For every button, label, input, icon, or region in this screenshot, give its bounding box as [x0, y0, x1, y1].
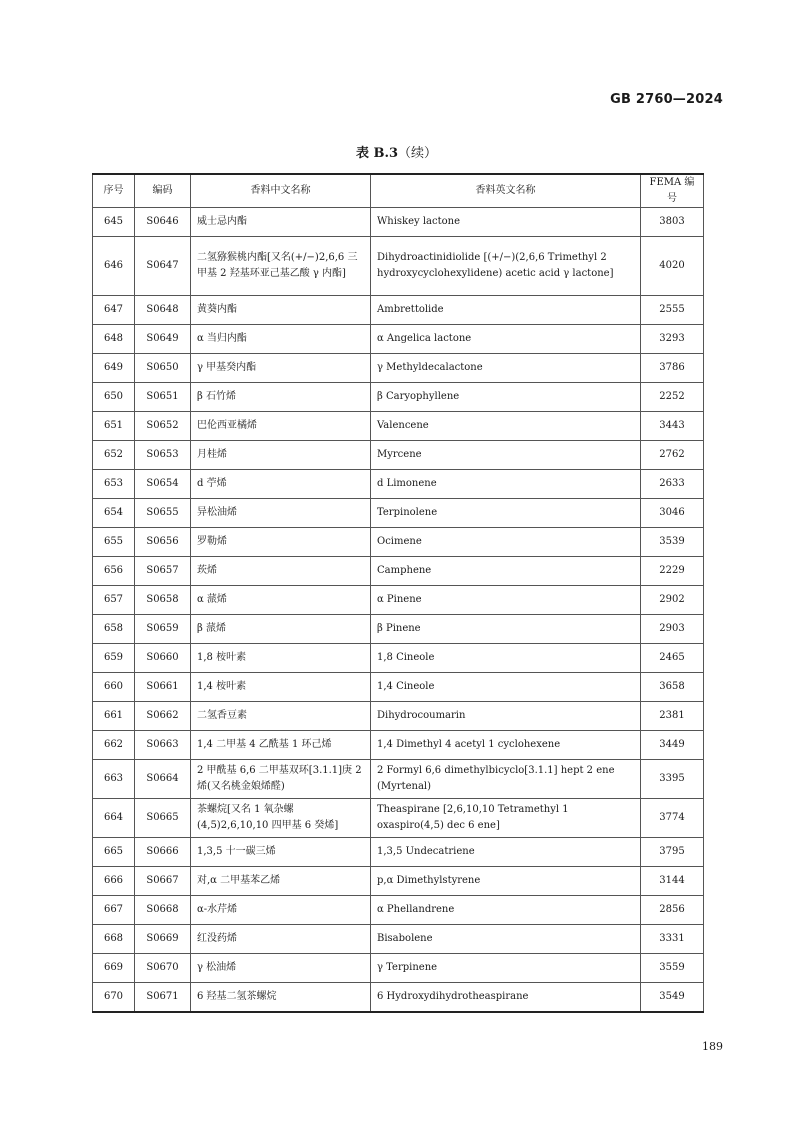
table-row [93, 615, 704, 644]
cell-code: S0661 [135, 673, 191, 702]
cell-english-name: Dihydroactinidiolide [(+/−)(2,6,6 Trimethyl 2 hydroxycyclohexylidene) acetic acid γ lactone] [371, 237, 641, 296]
cell-code: S0647 [135, 237, 191, 296]
cell-english-name: Dihydrocoumarin [371, 702, 641, 731]
cell-serial: 666 [93, 867, 135, 896]
cell-fema: 3549 [641, 983, 704, 1013]
cell-code: S0663 [135, 731, 191, 760]
cell-chinese-name: 1,8 桉叶素 [191, 644, 371, 673]
cell-fema: 3449 [641, 731, 704, 760]
cell-english-name: 6 Hydroxydihydrotheaspirane [371, 983, 641, 1013]
cell-code: S0656 [135, 528, 191, 557]
cell-code: S0649 [135, 325, 191, 354]
cell-english-name: 1,8 Cineole [371, 644, 641, 673]
cell-chinese-name: 莰烯 [191, 557, 371, 586]
cell-code: S0660 [135, 644, 191, 673]
cell-english-name: p,α Dimethylstyrene [371, 867, 641, 896]
cell-fema: 3774 [641, 799, 704, 838]
cell-fema: 3795 [641, 838, 704, 867]
cell-serial: 664 [93, 799, 135, 838]
cell-serial: 661 [93, 702, 135, 731]
cell-chinese-name: 2 甲酰基 6,6 二甲基双环[3.1.1]庚 2 烯(又名桃金娘烯醛) [191, 760, 371, 799]
cell-serial: 652 [93, 441, 135, 470]
cell-fema: 3395 [641, 760, 704, 799]
cell-code: S0651 [135, 383, 191, 412]
cell-code: S0654 [135, 470, 191, 499]
cell-chinese-name: 对,α 二甲基苯乙烯 [191, 867, 371, 896]
cell-serial: 659 [93, 644, 135, 673]
cell-english-name: 1,3,5 Undecatriene [371, 838, 641, 867]
cell-chinese-name: 红没药烯 [191, 925, 371, 954]
cell-english-name: Myrcene [371, 441, 641, 470]
table-row [93, 586, 704, 615]
cell-english-name: d Limonene [371, 470, 641, 499]
cell-code: S0662 [135, 702, 191, 731]
cell-serial: 663 [93, 760, 135, 799]
cell-serial: 648 [93, 325, 135, 354]
cell-serial: 646 [93, 237, 135, 296]
cell-english-name: Valencene [371, 412, 641, 441]
cell-english-name: Terpinolene [371, 499, 641, 528]
cell-fema: 2762 [641, 441, 704, 470]
table-row [93, 673, 704, 702]
cell-code: S0658 [135, 586, 191, 615]
cell-serial: 667 [93, 896, 135, 925]
standard-code: GB 2760—2024 [610, 92, 723, 107]
table-row [93, 528, 704, 557]
table-row [93, 760, 704, 799]
cell-fema: 2465 [641, 644, 704, 673]
cell-code: S0655 [135, 499, 191, 528]
cell-chinese-name: 月桂烯 [191, 441, 371, 470]
cell-code: S0668 [135, 896, 191, 925]
cell-chinese-name: 茶螺烷[又名 1 氧杂螺(4,5)2,6,10,10 四甲基 6 癸烯] [191, 799, 371, 838]
cell-english-name: γ Methyldecalactone [371, 354, 641, 383]
cell-serial: 649 [93, 354, 135, 383]
cell-fema: 3559 [641, 954, 704, 983]
cell-fema: 3331 [641, 925, 704, 954]
cell-chinese-name: β 石竹烯 [191, 383, 371, 412]
cell-code: S0667 [135, 867, 191, 896]
cell-serial: 668 [93, 925, 135, 954]
cell-serial: 657 [93, 586, 135, 615]
cell-code: S0648 [135, 296, 191, 325]
cell-code: S0664 [135, 760, 191, 799]
table-row [93, 731, 704, 760]
cell-fema: 2252 [641, 383, 704, 412]
cell-english-name: γ Terpinene [371, 954, 641, 983]
cell-serial: 656 [93, 557, 135, 586]
cell-code: S0671 [135, 983, 191, 1013]
table-row [93, 237, 704, 296]
cell-english-name: α Phellandrene [371, 896, 641, 925]
table-row [93, 644, 704, 673]
cell-chinese-name: 6 羟基二氢茶螺烷 [191, 983, 371, 1013]
table-header-row [93, 174, 704, 208]
cell-code: S0666 [135, 838, 191, 867]
cell-chinese-name: 罗勒烯 [191, 528, 371, 557]
cell-english-name: 2 Formyl 6,6 dimethylbicyclo[3.1.1] hept 2 ene (Myrtenal) [371, 760, 641, 799]
cell-code: S0650 [135, 354, 191, 383]
cell-serial: 665 [93, 838, 135, 867]
cell-chinese-name: d 苧烯 [191, 470, 371, 499]
cell-chinese-name: 黄葵内酯 [191, 296, 371, 325]
table-row [93, 441, 704, 470]
cell-english-name: Camphene [371, 557, 641, 586]
cell-fema: 2903 [641, 615, 704, 644]
cell-chinese-name: 异松油烯 [191, 499, 371, 528]
cell-serial: 645 [93, 208, 135, 237]
table-row [93, 296, 704, 325]
cell-serial: 647 [93, 296, 135, 325]
table-row [93, 470, 704, 499]
cell-chinese-name: 威士忌内酯 [191, 208, 371, 237]
cell-fema: 2633 [641, 470, 704, 499]
cell-chinese-name: β 蒎烯 [191, 615, 371, 644]
cell-fema: 2902 [641, 586, 704, 615]
cell-english-name: Bisabolene [371, 925, 641, 954]
cell-fema: 3144 [641, 867, 704, 896]
cell-fema: 3443 [641, 412, 704, 441]
cell-code: S0652 [135, 412, 191, 441]
cell-fema: 3803 [641, 208, 704, 237]
cell-fema: 3293 [641, 325, 704, 354]
cell-fema: 3658 [641, 673, 704, 702]
cell-serial: 653 [93, 470, 135, 499]
cell-english-name: Ambrettolide [371, 296, 641, 325]
cell-code: S0657 [135, 557, 191, 586]
table-row [93, 954, 704, 983]
cell-chinese-name: 巴伦西亚橘烯 [191, 412, 371, 441]
column-header-serial: 序号 [93, 174, 135, 208]
column-header-code: 编码 [135, 174, 191, 208]
table-row [93, 354, 704, 383]
cell-code: S0653 [135, 441, 191, 470]
table-row [93, 325, 704, 354]
page-number: 189 [702, 1040, 723, 1053]
table-row [93, 925, 704, 954]
cell-code: S0659 [135, 615, 191, 644]
table-row [93, 557, 704, 586]
column-header-fema: FEMA 编号 [641, 174, 704, 208]
cell-english-name: 1,4 Dimethyl 4 acetyl 1 cyclohexene [371, 731, 641, 760]
cell-english-name: 1,4 Cineole [371, 673, 641, 702]
column-header-chinese-name: 香料中文名称 [191, 174, 371, 208]
table-row [93, 412, 704, 441]
cell-chinese-name: γ 松油烯 [191, 954, 371, 983]
cell-fema: 3046 [641, 499, 704, 528]
cell-serial: 660 [93, 673, 135, 702]
column-header-english-name: 香料英文名称 [371, 174, 641, 208]
cell-serial: 651 [93, 412, 135, 441]
table-title [0, 142, 793, 161]
cell-chinese-name: 二氢猕猴桃内酯[又名(+/−)2,6,6 三甲基 2 羟基环亚己基乙酸 γ 内酯] [191, 237, 371, 296]
cell-serial: 670 [93, 983, 135, 1013]
cell-chinese-name: γ 甲基癸内酯 [191, 354, 371, 383]
cell-code: S0646 [135, 208, 191, 237]
cell-code: S0670 [135, 954, 191, 983]
cell-serial: 654 [93, 499, 135, 528]
cell-fema: 3539 [641, 528, 704, 557]
cell-code: S0665 [135, 799, 191, 838]
cell-fema: 3786 [641, 354, 704, 383]
cell-chinese-name: α-水芹烯 [191, 896, 371, 925]
table-row [93, 838, 704, 867]
cell-chinese-name: 二氢香豆素 [191, 702, 371, 731]
cell-english-name: Theaspirane [2,6,10,10 Tetramethyl 1 oxaspiro(4,5) dec 6 ene] [371, 799, 641, 838]
table-row [93, 867, 704, 896]
cell-serial: 662 [93, 731, 135, 760]
table-row [93, 499, 704, 528]
table-row [93, 383, 704, 412]
cell-english-name: Whiskey lactone [371, 208, 641, 237]
cell-fema: 2856 [641, 896, 704, 925]
cell-english-name: β Pinene [371, 615, 641, 644]
cell-english-name: β Caryophyllene [371, 383, 641, 412]
cell-serial: 669 [93, 954, 135, 983]
cell-fema: 2381 [641, 702, 704, 731]
flavor-table [92, 173, 704, 1013]
cell-chinese-name: α 当归内酯 [191, 325, 371, 354]
table-body [93, 208, 704, 1013]
table-row [93, 208, 704, 237]
cell-english-name: α Angelica lactone [371, 325, 641, 354]
table-row [93, 896, 704, 925]
table-row [93, 702, 704, 731]
cell-serial: 658 [93, 615, 135, 644]
table-row [93, 799, 704, 838]
cell-english-name: α Pinene [371, 586, 641, 615]
cell-fema: 2555 [641, 296, 704, 325]
table-title-suffix: （续） [398, 146, 438, 161]
cell-serial: 655 [93, 528, 135, 557]
cell-code: S0669 [135, 925, 191, 954]
cell-chinese-name: 1,3,5 十一碳三烯 [191, 838, 371, 867]
cell-chinese-name: 1,4 二甲基 4 乙酰基 1 环己烯 [191, 731, 371, 760]
table-title-label: 表 B.3 [355, 146, 399, 161]
cell-serial: 650 [93, 383, 135, 412]
table-row [93, 983, 704, 1013]
cell-chinese-name: α 蒎烯 [191, 586, 371, 615]
cell-fema: 4020 [641, 237, 704, 296]
cell-english-name: Ocimene [371, 528, 641, 557]
cell-chinese-name: 1,4 桉叶素 [191, 673, 371, 702]
cell-fema: 2229 [641, 557, 704, 586]
